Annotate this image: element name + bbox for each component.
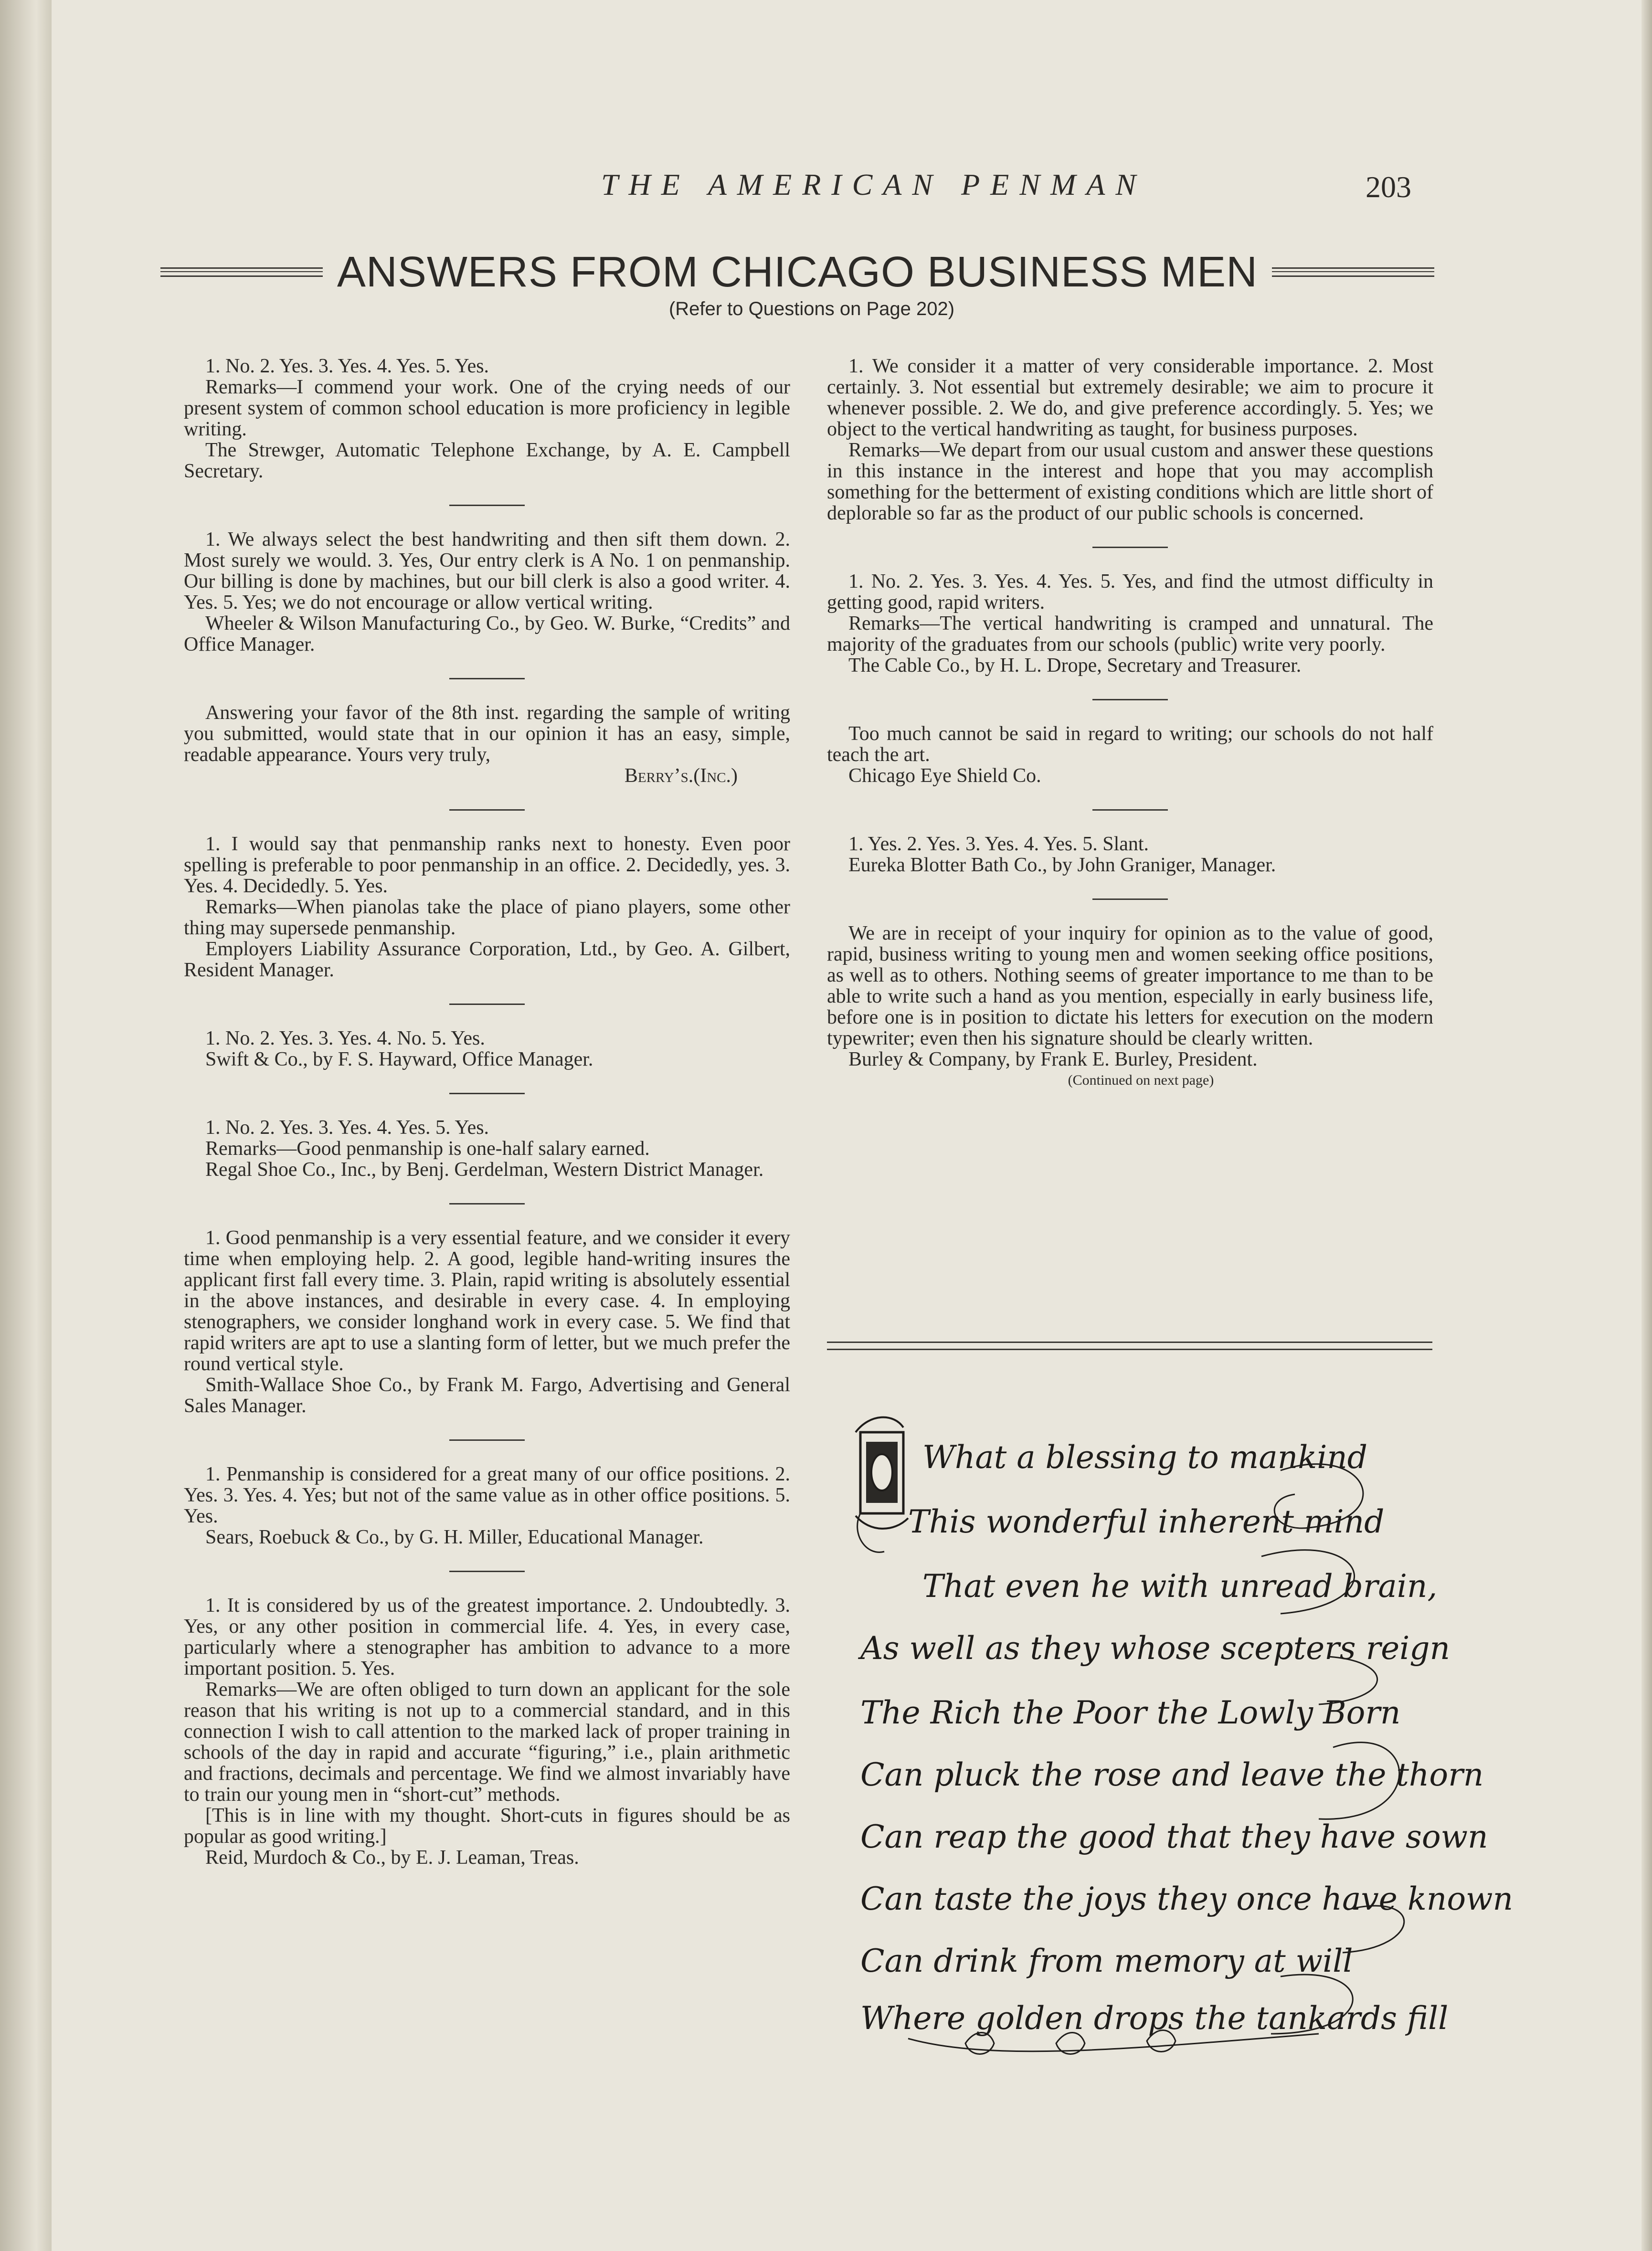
running-title: THE AMERICAN PENMAN — [601, 168, 1147, 201]
section-divider — [1092, 809, 1168, 811]
response-burley — [827, 923, 1433, 1091]
response-remarks: Remarks—When pianolas take the place of piano players, some other thing may supersede penmanship. — [184, 896, 790, 939]
response-anonymous — [827, 356, 1433, 524]
section-divider — [1092, 699, 1168, 700]
title-rule-left — [160, 267, 323, 277]
response-letter: Answering your favor of the 8th inst. regarding the sample of writing you submitted, would state that in our opinion it has an easy, simple, readable appearance. Yours very truly, — [184, 702, 790, 766]
poem-line: Can pluck the rose and leave the thorn — [860, 1756, 1484, 1793]
previous-page-edge — [0, 0, 52, 2251]
title-rule-right — [1272, 267, 1434, 277]
section-divider — [449, 809, 525, 811]
response-remarks: Remarks—Good penmanship is one-half salary earned. — [205, 1138, 650, 1160]
response-remarks: Remarks—I commend your work. One of the crying needs of our present system of common school education is more proficiency in legible writing. — [184, 376, 790, 440]
response-employers-liability — [184, 834, 790, 981]
section-divider — [449, 505, 525, 506]
page-number: 203 — [1366, 170, 1411, 204]
poem-line: The Rich the Poor the Lowly Born — [860, 1694, 1401, 1731]
section-divider — [449, 678, 525, 679]
response-eye-shield — [827, 723, 1433, 786]
response-remarks: Remarks—The vertical handwriting is cramped and unnatural. The majority of the graduates from our schools (public) write very poorly. — [827, 613, 1433, 655]
response-company: Employers Liability Assurance Corporation, Ltd., by Geo. A. Gilbert, Resident Manager. — [184, 938, 790, 981]
section-divider — [1092, 898, 1168, 900]
response-letter: We are in receipt of your inquiry for opinion as to the value of good, rapid, business writing to young men and women seeking office positions, as well as to others. Nothing seems of greater importance to me than to be able to write such a hand as you mention, especially in early business life, before one is in position to dictate his letters for execution on the modern typewriter; even then his signature should be clearly written. — [827, 922, 1433, 1049]
poem-line: As well as they whose scepters reign — [860, 1630, 1451, 1667]
response-strewger — [184, 356, 790, 482]
response-company: The Strewger, Automatic Telephone Exchange, by A. E. Campbell Secretary. — [184, 439, 790, 482]
response-remarks: Remarks—We are often obliged to turn down an applicant for the sole reason that his writing is not up to a commercial standard, and in this connection I wish to call attention to the marked lack of proper training in schools of the day in rapid and accurate “figuring,” i.e., plain arithmetic and fractions, decimals and percentage. We find we almost invariably have to train our young men in “short-cut” methods. — [184, 1679, 790, 1806]
article-subtitle: (Refer to Questions on Page 202) — [668, 298, 955, 319]
response-answers: 1. No. 2. Yes. 3. Yes. 4. Yes. 5. Yes. — [205, 1117, 489, 1139]
response-berrys — [184, 702, 790, 786]
poem-line: Where golden drops the tankards fill — [860, 2000, 1449, 2037]
right-column — [827, 356, 1433, 1091]
section-divider — [449, 1004, 525, 1005]
response-swift — [184, 1028, 790, 1070]
section-divider — [449, 1571, 525, 1572]
response-company: Regal Shoe Co., Inc., by Benj. Gerdelman, Western District Manager. — [205, 1159, 764, 1181]
poem-line: That even he with unread brain, — [922, 1568, 1438, 1605]
response-wheeler-wilson — [184, 529, 790, 655]
response-company: Smith-Wallace Shoe Co., by Frank M. Fargo, Advertising and General Sales Manager. — [184, 1374, 790, 1417]
response-company: Chicago Eye Shield Co. — [848, 765, 1041, 787]
poem-line: Can reap the good that they have sown — [860, 1818, 1488, 1855]
response-eureka — [827, 834, 1433, 876]
poem-line: What a blessing to mankind — [922, 1439, 1368, 1476]
page-edge-shadow — [1641, 0, 1652, 2251]
poem-line: This wonderful inherent mind — [908, 1503, 1385, 1540]
response-remarks: Remarks—We depart from our usual custom and answer these questions in this instance in the interest and hope that you may accomplish something for the betterment of existing conditions which are little short of deplorable so far as the product of our public schools is concerned. — [827, 439, 1433, 524]
response-sears-roebuck — [184, 1464, 790, 1548]
response-answers: 1. We consider it a matter of very considerable importance. 2. Most certainly. 3. Not essential but extremely desirable; we aim to procure it whenever possible. 2. We do, and give preference accordingly. 5. Yes; we object to the vertical handwriting as taught, for business purposes. — [827, 355, 1433, 440]
response-answers: 1. Yes. 2. Yes. 3. Yes. 4. Yes. 5. Slant. — [848, 833, 1149, 855]
response-company: Reid, Murdoch & Co., by E. J. Leaman, Treas. — [205, 1847, 579, 1869]
poem-line: Can taste the joys they once have known — [860, 1881, 1514, 1917]
response-company: Burley & Company, by Frank E. Burley, President. — [848, 1048, 1258, 1070]
article-title: ANSWERS FROM CHICAGO BUSINESS MEN — [337, 248, 1258, 296]
response-company: Eureka Blotter Bath Co., by John Graniger, Manager. — [848, 854, 1276, 876]
left-column — [184, 356, 790, 1868]
response-cable-co — [827, 571, 1433, 676]
response-answers: 1. No. 2. Yes. 3. Yes. 4. Yes. 5. Yes. — [205, 355, 489, 377]
ornate-initial — [856, 1417, 908, 1553]
editor-note: [This is in line with my thought. Short-cuts in figures should be as popular as good writing.] — [184, 1805, 790, 1848]
response-answers: 1. Good penmanship is a very essential feature, and we consider it every time when employing help. 2. A good, legible hand-writing insures the applicant first fall every time. 3. Plain, rapid writing is absolutely essential in the above instances, and desirable in every case. 4. In employing stenographers, we consider longhand work in every case. 5. We find that rapid writers are apt to use a slanting form of letter, but we much prefer the round vertical style. — [184, 1227, 790, 1375]
response-smith-wallace — [184, 1227, 790, 1416]
response-company: Sears, Roebuck & Co., by G. H. Miller, Educational Manager. — [205, 1526, 704, 1548]
section-divider — [449, 1439, 525, 1441]
section-divider — [1092, 547, 1168, 548]
response-answers: Too much cannot be said in regard to writing; our schools do not half teach the art. — [827, 723, 1433, 766]
response-answers: 1. Penmanship is considered for a great many of our office positions. 2. Yes. 3. Yes. 4. Yes; but not of the same value as in other office positions. 5. Yes. — [184, 1463, 790, 1527]
section-divider — [449, 1203, 525, 1205]
response-answers: 1. We always select the best handwriting and then sift them down. 2. Most surely we would. 3. Yes, Our entry clerk is A No. 1 on penmanship. Our billing is done by machines, but our bill clerk is also a good writer. 4. Yes. 5. Yes; we do not encourage or allow vertical writing. — [184, 528, 790, 613]
poem-line: Can drink from memory at will — [860, 1943, 1353, 1979]
article-title-row — [160, 243, 1434, 301]
response-company: Swift & Co., by F. S. Hayward, Office Manager. — [205, 1048, 593, 1070]
response-signature: Berry’s.(Inc.) — [624, 765, 738, 787]
response-regal-shoe — [184, 1117, 790, 1180]
response-company: Wheeler & Wilson Manufacturing Co., by Geo. W. Burke, “Credits” and Office Manager. — [184, 613, 790, 655]
section-double-rule — [827, 1342, 1432, 1350]
response-reid-murdoch — [184, 1595, 790, 1868]
response-answers: 1. It is considered by us of the greatest importance. 2. Undoubtedly. 3. Yes, or any other position in commercial life. 4. Yes, in every case, particularly where a stenographer has ambition to advance to a more important position. 5. Yes. — [184, 1595, 790, 1680]
response-answers: 1. I would say that penmanship ranks next to honesty. Even poor spelling is preferable to poor penmanship in an office. 2. Decidedly, yes. 3. Yes. 4. Decidedly. 5. Yes. — [184, 833, 790, 897]
continued-note: (Continued on next page) — [1068, 1072, 1214, 1088]
poem-canvas — [851, 1413, 1514, 2077]
section-divider — [449, 1093, 525, 1094]
response-answers: 1. No. 2. Yes. 3. Yes. 4. No. 5. Yes. — [205, 1027, 485, 1049]
penmanship-poem — [851, 1413, 1514, 2077]
response-company: The Cable Co., by H. L. Drope, Secretary and Treasurer. — [848, 655, 1302, 676]
response-answers: 1. No. 2. Yes. 3. Yes. 4. Yes. 5. Yes, and find the utmost difficulty in getting good, rapid writers. — [827, 571, 1433, 613]
